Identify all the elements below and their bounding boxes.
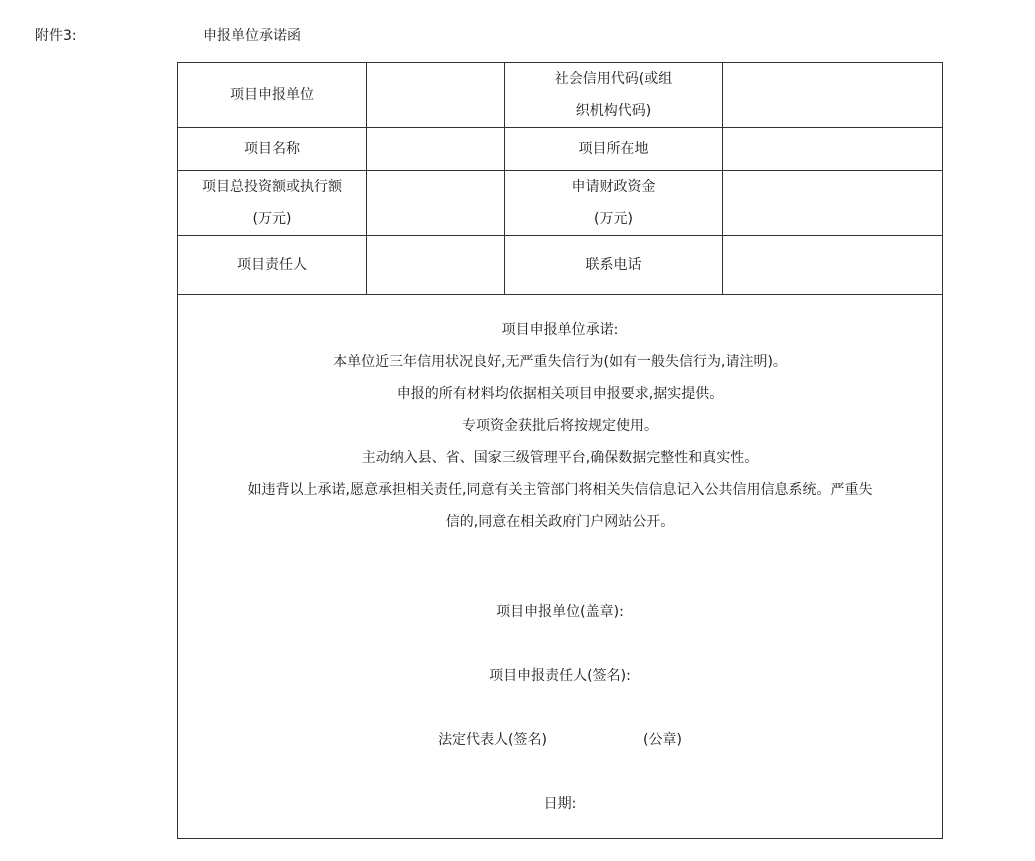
pledge-heading: 项目申报单位承诺:: [501, 321, 619, 338]
pledge-item: 申报的所有材料均依据相关项目申报要求,据实提供。: [396, 385, 724, 402]
commitment-form-table: [177, 62, 943, 839]
credit-code-value-cell[interactable]: [723, 63, 943, 128]
contact-phone-value-cell[interactable]: [723, 236, 943, 295]
legal-rep-signature-line: [178, 724, 942, 756]
responsible-signature-line: 项目申报责任人(签名):: [489, 667, 631, 684]
table-row: [178, 63, 943, 128]
pledge-item: 本单位近三年信用状况良好,无严重失信行为(如有一般失信行为,请注明)。: [333, 353, 787, 370]
project-responsible-value-cell[interactable]: [367, 236, 505, 295]
credit-code-label: [505, 63, 723, 128]
pledge-item: 信的,同意在相关政府门户网站公开。: [445, 513, 675, 530]
credit-code-label-line2: 织机构代码): [575, 103, 652, 119]
project-name-value-cell[interactable]: [367, 128, 505, 171]
contact-phone-label: 联系电话: [505, 236, 723, 295]
table-row: [178, 236, 943, 295]
total-investment-value-cell[interactable]: [367, 171, 505, 236]
applicant-unit-value-cell[interactable]: [367, 63, 505, 128]
pledge-cell: [178, 295, 943, 839]
project-location-value-cell[interactable]: [723, 128, 943, 171]
attachment-label: 附件3:: [35, 28, 77, 44]
project-name-label: 项目名称: [178, 128, 367, 171]
fiscal-funds-value-cell[interactable]: [723, 171, 943, 236]
table-row: [178, 171, 943, 236]
table-row: [178, 128, 943, 171]
unit-seal-line: 项目申报单位(盖章):: [496, 603, 624, 620]
applicant-unit-label: 项目申报单位: [178, 63, 367, 128]
fiscal-funds-label: [505, 171, 723, 236]
table-row: [178, 295, 943, 839]
total-investment-label-line2: (万元): [252, 211, 292, 227]
signature-block: [178, 596, 942, 820]
project-responsible-label: 项目责任人: [178, 236, 367, 295]
date-line: 日期:: [543, 795, 577, 812]
document-title: 申报单位承诺函: [203, 28, 301, 44]
fiscal-funds-label-line1: 申请财政资金: [571, 179, 656, 195]
pledge-item: 如违背以上承诺,愿意承担相关责任,同意有关主管部门将相关失信信息记入公共信用信息系统。严重失: [247, 481, 873, 498]
credit-code-label-line1: 社会信用代码(或组: [554, 71, 673, 87]
total-investment-label: [178, 171, 367, 236]
pledge-item: 专项资金获批后将按规定使用。: [462, 417, 658, 434]
fiscal-funds-label-line2: (万元): [594, 211, 633, 227]
project-location-label: 项目所在地: [505, 128, 723, 171]
legal-rep-label: 法定代表人(签名): [438, 731, 547, 748]
total-investment-label-line1: 项目总投资额或执行额: [202, 179, 342, 195]
official-seal-label: (公章): [643, 731, 682, 748]
pledge-item: 主动纳入县、省、国家三级管理平台,确保数据完整性和真实性。: [361, 449, 759, 466]
